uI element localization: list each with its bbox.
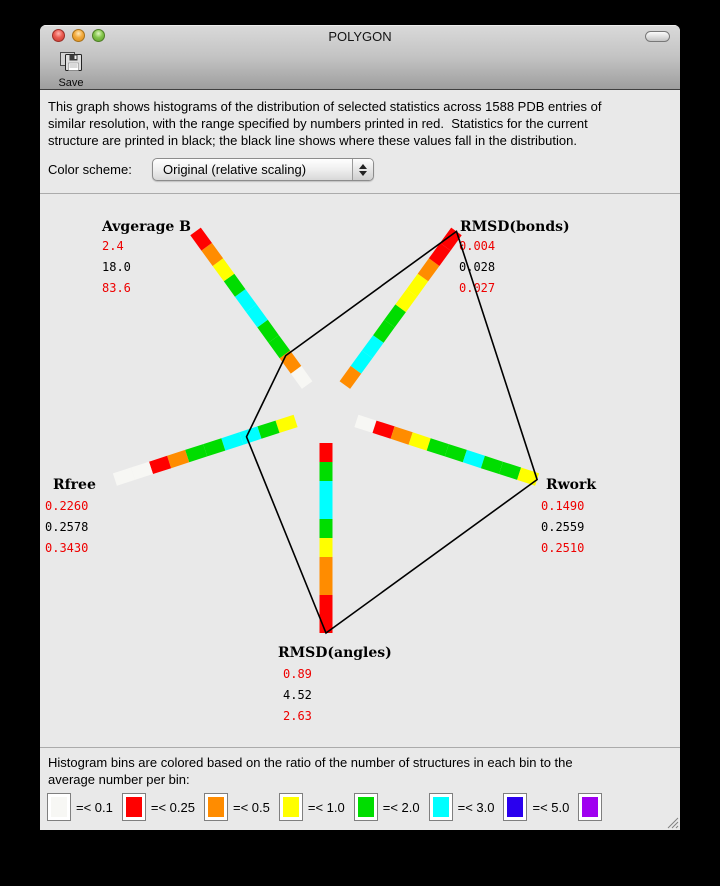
legend-swatch-green	[354, 793, 378, 821]
legend-panel	[40, 747, 680, 830]
window-title: POLYGON	[328, 29, 392, 44]
histogram-bin	[391, 426, 413, 444]
histogram-bin	[276, 415, 298, 433]
axis-value: 0.027	[459, 281, 496, 295]
axis-rfree	[113, 415, 298, 486]
histogram-bin	[445, 444, 467, 462]
axis-value: 0.028	[459, 260, 496, 274]
save-button[interactable]	[50, 50, 92, 89]
polygon-window	[40, 25, 680, 830]
histogram-bin	[185, 444, 207, 462]
legend-label: =< 0.25	[150, 799, 195, 815]
legend-item	[47, 793, 113, 821]
histogram-bin	[373, 421, 395, 439]
histogram-bin	[463, 450, 485, 468]
axis-value: 4.52	[283, 688, 312, 702]
legend-swatch-white	[47, 793, 71, 821]
polygon-plot	[40, 194, 680, 747]
histogram-bin	[320, 557, 333, 576]
histogram-bin	[320, 538, 333, 557]
axis-name: Rwork	[546, 477, 597, 493]
axis-value: 0.89	[283, 667, 312, 681]
legend-swatch-yellow	[279, 793, 303, 821]
legend-item	[503, 793, 569, 821]
histogram-bin	[320, 500, 333, 519]
histogram-bin	[257, 421, 279, 439]
axis-name: RMSD(angles)	[278, 645, 392, 661]
axis-value: 2.4	[102, 239, 124, 253]
description-text	[40, 90, 680, 149]
axis-name: RMSD(bonds)	[460, 219, 570, 235]
stepper-up-icon	[359, 164, 367, 169]
axis-value: 18.0	[102, 260, 131, 274]
axis-value: 0.2510	[541, 541, 585, 555]
legend-item	[429, 793, 495, 821]
axis-name: Avgerage B	[102, 219, 191, 235]
zoom-button[interactable]	[92, 29, 105, 42]
legend-label: =< 1.0	[307, 799, 345, 815]
polygon-plot-svg	[40, 194, 680, 747]
window-chrome	[40, 25, 680, 90]
legend-swatch-cyan	[429, 793, 453, 821]
axis-rwork	[354, 415, 539, 486]
histogram-bin	[481, 456, 503, 474]
save-icon	[59, 59, 83, 76]
axis-value: 0.004	[459, 239, 496, 253]
legend-label: =< 5.0	[532, 799, 570, 815]
traffic-lights	[52, 29, 105, 42]
legend-swatch-purple	[578, 793, 602, 821]
axis-name: Rfree	[53, 477, 96, 493]
axis-value: 83.6	[102, 281, 131, 295]
legend-description-line: Histogram bins are colored based on the ratio of the number of structures in each bin to the	[48, 755, 573, 770]
histogram-bin	[427, 438, 449, 456]
legend-item	[578, 793, 602, 821]
save-button-label: Save	[58, 77, 84, 89]
histogram-bin	[320, 519, 333, 538]
color-scheme-value: Original (relative scaling)	[163, 162, 307, 177]
axis-value: 0.1490	[541, 499, 585, 513]
legend-swatch-blue	[503, 793, 527, 821]
axis-rmsd-angles-	[320, 443, 333, 633]
description-line: structure are printed in black; the black line shows where these values fall in the distribution.	[48, 133, 577, 148]
histogram-bin	[203, 438, 225, 456]
histogram-bin	[320, 576, 333, 595]
axis-value: 0.2578	[45, 520, 89, 534]
histogram-bin	[409, 432, 431, 450]
legend-item	[204, 793, 270, 821]
info-panel	[40, 90, 680, 194]
histogram-bin	[221, 432, 243, 450]
toolbar-toggle-button[interactable]	[645, 31, 670, 42]
legend-description-line: average number per bin:	[48, 772, 190, 787]
histogram-bin	[167, 450, 189, 468]
bin-color-legend	[47, 793, 611, 821]
color-scheme-label: Color scheme:	[48, 162, 132, 177]
axis-value: 0.2260	[45, 499, 89, 513]
histogram-bin	[113, 468, 135, 486]
legend-item	[122, 793, 195, 821]
axis-rmsd-bonds-	[340, 228, 462, 389]
histogram-bin	[320, 595, 333, 614]
color-scheme-select[interactable]	[152, 158, 374, 181]
minimize-button[interactable]	[72, 29, 85, 42]
axis-value: 0.3430	[45, 541, 89, 555]
histogram-bin	[320, 462, 333, 481]
axis-value: 0.2559	[541, 520, 585, 534]
legend-label: =< 0.5	[232, 799, 270, 815]
legend-swatch-orange	[204, 793, 228, 821]
histogram-bin	[149, 456, 171, 474]
stepper-down-icon	[359, 171, 367, 176]
legend-item	[279, 793, 345, 821]
histogram-bin	[131, 462, 153, 480]
legend-label: =< 3.0	[457, 799, 495, 815]
close-button[interactable]	[52, 29, 65, 42]
resize-grip-icon[interactable]	[665, 815, 679, 829]
histogram-bin	[320, 481, 333, 500]
popup-stepper	[352, 159, 373, 180]
histogram-bin	[499, 462, 521, 480]
legend-description	[40, 748, 680, 788]
histogram-bin	[320, 443, 333, 462]
histogram-bin	[354, 415, 376, 433]
description-line: similar resolution, with the range specified by numbers printed in red. Statistics for the current	[48, 116, 588, 131]
axis-avgerage-b	[190, 228, 312, 389]
description-line: This graph shows histograms of the distribution of selected statistics across 1588 PDB entries of	[48, 99, 602, 114]
legend-label: =< 2.0	[382, 799, 420, 815]
axis-value: 2.63	[283, 709, 312, 723]
legend-label: =< 0.1	[76, 799, 113, 815]
legend-swatch-red	[122, 793, 146, 821]
legend-item	[354, 793, 420, 821]
